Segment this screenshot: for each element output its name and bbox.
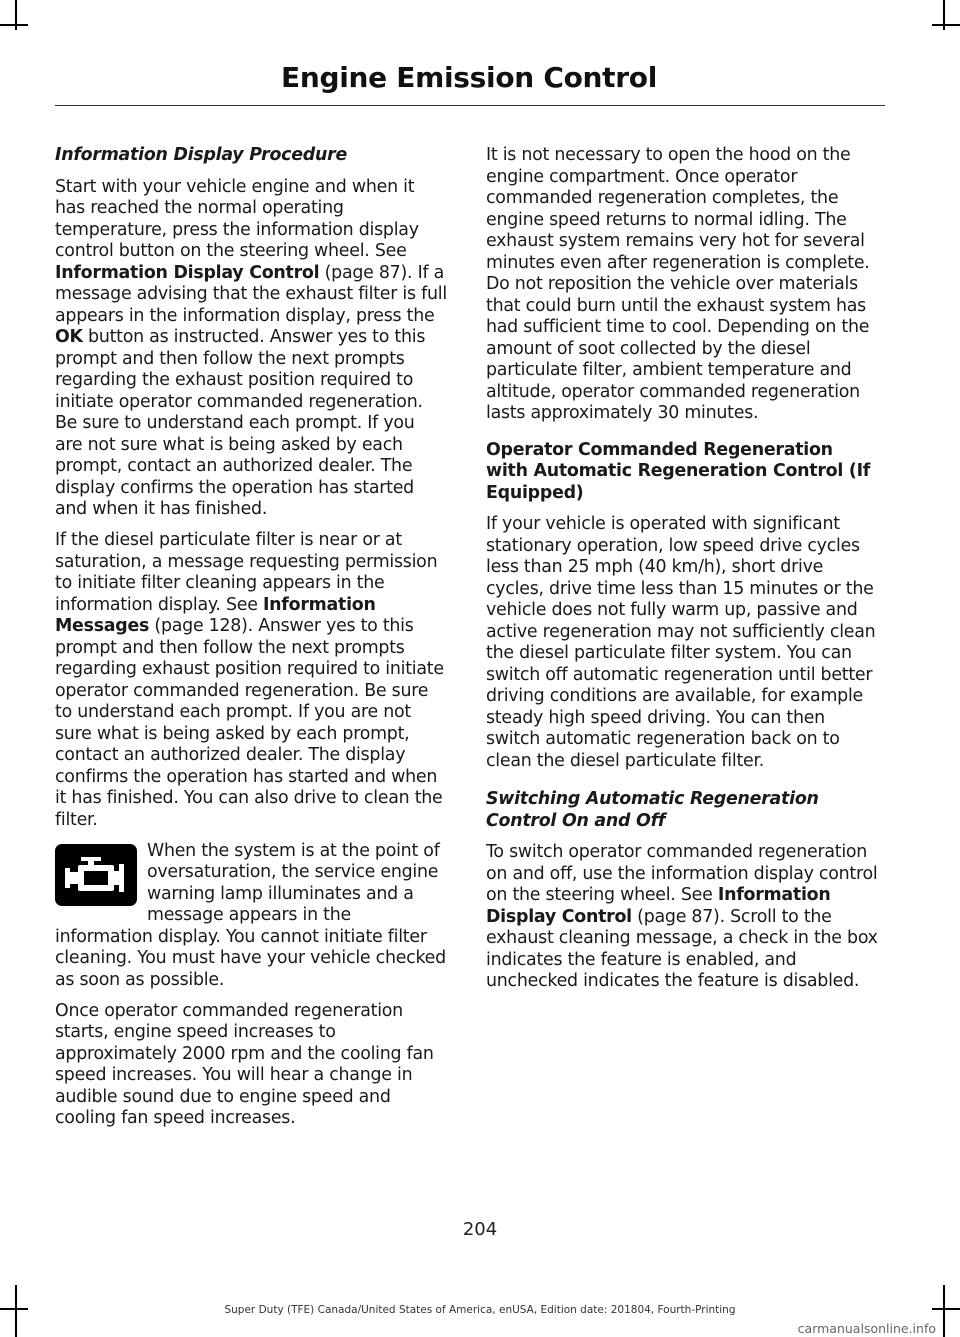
paragraph-procedure xyxy=(55,177,447,521)
text: button as instructed. Answer yes to this prompt and then follow the next prompts regarding the exhaust position required to initiate operator commanded regeneration. Be sure to understand each prompt. If you are not sure what is being asked by each prompt, contact an authorized dealer. The display confirms the operation has started and when it has finished. xyxy=(55,327,426,519)
text: (page 87). If a message advising that the exhaust filter is full appears in the information display, press the xyxy=(55,262,447,326)
paragraph-saturation xyxy=(55,530,447,831)
paragraph-hood xyxy=(486,145,878,425)
text: If your vehicle is operated with significant stationary operation, low speed drive cycles less than 25 mph (40 km/h), short drive cycles, drive time less than 15 minutes or the vehicle does not fully warm up, passive and active regeneration may not sufficiently clean the diesel particulate filter system. You can switch off automatic regeneration until better driving conditions are available, for example steady high speed driving. You can then switch automatic regeneration back on to clean the diesel particulate filter. xyxy=(486,514,876,771)
text: When the system is at the point of oversaturation, the service engine warning lamp illuminates and a message appears in the information display. You cannot initiate filter cleaning. You must have your vehicle checked as soon as possible. xyxy=(55,840,446,990)
crop-mark xyxy=(0,24,28,26)
ok-button-label: OK xyxy=(55,327,83,347)
text: (page 87). Scroll to the exhaust cleaning message, a check in the box indicates the feature is enabled, and unchecked indicates the feature is disabled. xyxy=(486,906,878,991)
text: (page 128). Answer yes to this prompt and then follow the next prompts regarding exhaust position required to initiate operator commanded regeneration. Be sure to understand each prompt. If you are not sure what is being asked by each prompt, contact an authorized dealer. The display confirms the operation has started and when it has finished. You can also drive to clean the filter. xyxy=(55,616,444,830)
paragraph-switching xyxy=(486,842,878,993)
header-divider xyxy=(55,105,885,106)
link-information-display-control[interactable]: Information Display Control xyxy=(486,885,831,927)
page-title: Engine Emission Control xyxy=(281,61,657,94)
link-information-display-control[interactable]: Information Display Control xyxy=(55,262,320,283)
crop-mark xyxy=(932,24,960,26)
paragraph-oversaturation xyxy=(55,841,447,992)
sub-heading-switching-regeneration: Switching Automatic Regeneration Control On and Off xyxy=(486,789,819,831)
watermark: carmanualsonline.info xyxy=(797,1321,936,1336)
edition-footer: Super Duty (TFE) Canada/United States of America, enUSA, Edition date: 201804, Fourth-Printing xyxy=(224,1304,736,1316)
text: Once operator commanded regeneration starts, engine speed increases to approximately 2000 rpm and the cooling fan speed increases. You will hear a change in audible sound due to engine speed and cooling fan speed increases. xyxy=(55,1000,434,1128)
text: Start with your vehicle engine and when it has reached the normal operating temperature, press the information display control button on the steering wheel. See xyxy=(55,176,419,261)
text: If the diesel particulate filter is near or at saturation, a message requesting permission to initiate filter cleaning appears in the information display. See xyxy=(55,530,438,615)
link-information-messages[interactable]: Information Messages xyxy=(55,594,376,636)
paragraph-stationary-operation xyxy=(486,514,878,772)
engine-warning-icon xyxy=(55,844,137,906)
section-heading-automatic-regeneration: Operator Commanded Regeneration with Automatic Regeneration Control (If Equipped) xyxy=(486,439,871,503)
text: To switch operator commanded regeneration on and off, use the information display control on the steering wheel. See xyxy=(486,842,878,905)
paragraph-regeneration-starts xyxy=(55,1001,447,1130)
left-column xyxy=(55,145,447,1139)
text: It is not necessary to open the hood on the engine compartment. Once operator commanded regeneration completes, the engine speed returns to normal idling. The exhaust system remains very hot for several minutes even after regeneration is complete. Do not reposition the vehicle over materials that could burn until the exhaust system has had sufficient time to cool. Depending on the amount of soot collected by the diesel particulate filter, ambient temperature and altitude, operator commanded regeneration lasts approximately 30 minutes. xyxy=(486,145,870,423)
page-number: 204 xyxy=(462,1219,498,1240)
sub-heading-information-display-procedure: Information Display Procedure xyxy=(55,145,347,165)
right-column xyxy=(486,145,878,1002)
